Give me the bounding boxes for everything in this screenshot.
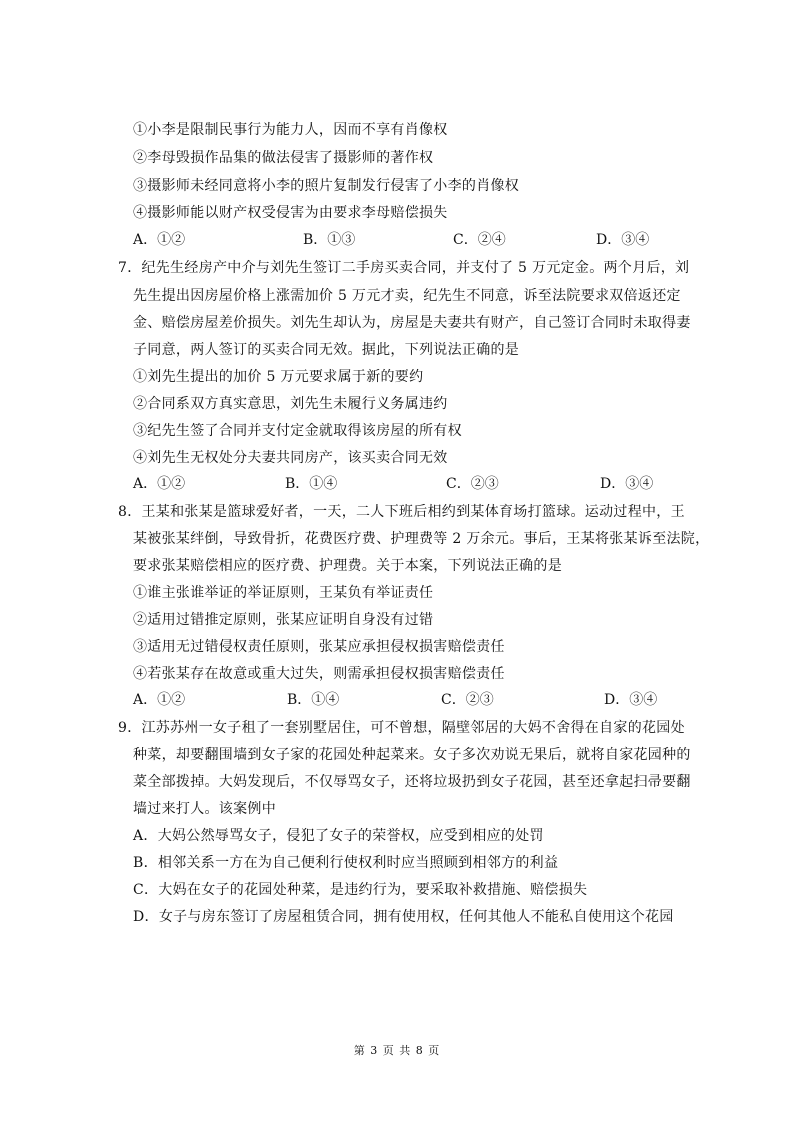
q6-option-b: B．①③ xyxy=(303,232,356,248)
q8-stem-line-2: 某被张某绊倒，导致骨折，花费医疗费、护理费等 2 万余元。事后，王某将张某诉至法院， xyxy=(133,531,710,547)
q7-option-a: A．①② xyxy=(133,476,186,492)
q6-statement-2: ②李母毁损作品集的做法侵害了摄影师的著作权 xyxy=(133,150,434,166)
q7-statement-1: ①刘先生提出的加价 5 万元要求属于新的要约 xyxy=(133,369,424,385)
q6-option-c: C．②④ xyxy=(453,232,506,248)
q7-statement-2: ②合同系双方真实意思，刘先生未履行义务属违约 xyxy=(133,396,448,412)
q7-statement-4: ④刘先生无权处分夫妻共同房产，该买卖合同无效 xyxy=(133,450,448,466)
q6-option-d: D．③④ xyxy=(596,232,650,248)
q7-option-c: C．②③ xyxy=(446,476,499,492)
q7-statement-3: ③纪先生签了合同并支付定金就取得该房屋的所有权 xyxy=(133,423,462,439)
q7-stem-line-4: 子同意，两人签订的买卖合同无效。据此，下列说法正确的是 xyxy=(133,342,520,358)
q8-option-a: A．①② xyxy=(133,692,186,708)
q7-stem-line-3: 金、赔偿房屋差价损失。刘先生却认为，房屋是夫妻共有财产，自己签订合同时未取得妻 xyxy=(133,315,691,331)
q8-statement-2: ②适用过错推定原则，张某应证明自身没有过错 xyxy=(133,612,434,628)
q7-stem-line-2: 先生提出因房屋价格上涨需加价 5 万元才卖，纪先生不同意，诉至法院要求双倍返还定 xyxy=(133,288,681,304)
q7-stem-line-1: 7．纪先生经房产中介与刘先生签订二手房买卖合同，并支付了 5 万元定金。两个月后，刘 xyxy=(118,260,690,276)
q9-option-a: A．大妈公然辱骂女子，侵犯了女子的荣誉权，应受到相应的处罚 xyxy=(133,828,544,844)
q9-option-d: D．女子与房东签订了房屋租赁合同，拥有使用权，任何其他人不能私自使用这个花园 xyxy=(133,909,674,925)
q9-option-c: C．大妈在女子的花园处种菜，是违约行为，要采取补救措施、赔偿损失 xyxy=(133,882,588,898)
q7-option-b: B．①④ xyxy=(285,476,338,492)
q8-option-c: C．②③ xyxy=(441,692,494,708)
q8-stem-line-1: 8．王某和张某是篮球爱好者，一天，二人下班后相约到某体育场打篮球。运动过程中，王 xyxy=(118,504,685,520)
page-footer: 第 3 页 共 8 页 xyxy=(353,1044,441,1057)
q8-option-d: D．③④ xyxy=(604,692,658,708)
q6-statement-3: ③摄影师未经同意将小李的照片复制发行侵害了小李的肖像权 xyxy=(133,178,520,194)
q6-statement-1: ①小李是限制民事行为能力人，因而不享有肖像权 xyxy=(133,122,448,138)
q8-stem-line-3: 要求张某赔偿相应的医疗费、护理费。关于本案，下列说法正确的是 xyxy=(133,558,562,574)
q9-stem-line-4: 墙过来打人。该案例中 xyxy=(133,801,276,817)
q9-option-b: B．相邻关系一方在为自己便利行使权利时应当照顾到相邻方的利益 xyxy=(133,855,559,871)
q8-statement-3: ③适用无过错侵权责任原则，张某应承担侵权损害赔偿责任 xyxy=(133,639,505,655)
q9-stem-line-1: 9．江苏苏州一女子租了一套别墅居住，可不曾想，隔壁邻居的大妈不舍得在自家的花园处 xyxy=(118,720,685,736)
q8-statement-4: ④若张某存在故意或重大过失，则需承担侵权损害赔偿责任 xyxy=(133,666,505,682)
q8-option-b: B．①④ xyxy=(287,692,340,708)
q8-statement-1: ①谁主张谁举证的举证原则，王某负有举证责任 xyxy=(133,585,434,601)
q9-stem-line-3: 菜全部拨掉。大妈发现后，不仅辱骂女子，还将垃圾扔到女子花园，甚至还拿起扫帚要翻 xyxy=(133,774,691,790)
q7-option-d: D．③④ xyxy=(600,476,654,492)
q9-stem-line-2: 种菜，却要翻围墙到女子家的花园处种起菜来。女子多次劝说无果后，就将自家花园种的 xyxy=(133,747,691,763)
q6-option-a: A．①② xyxy=(133,232,186,248)
q6-statement-4: ④摄影师能以财产权受侵害为由要求李母赔偿损失 xyxy=(133,205,448,221)
